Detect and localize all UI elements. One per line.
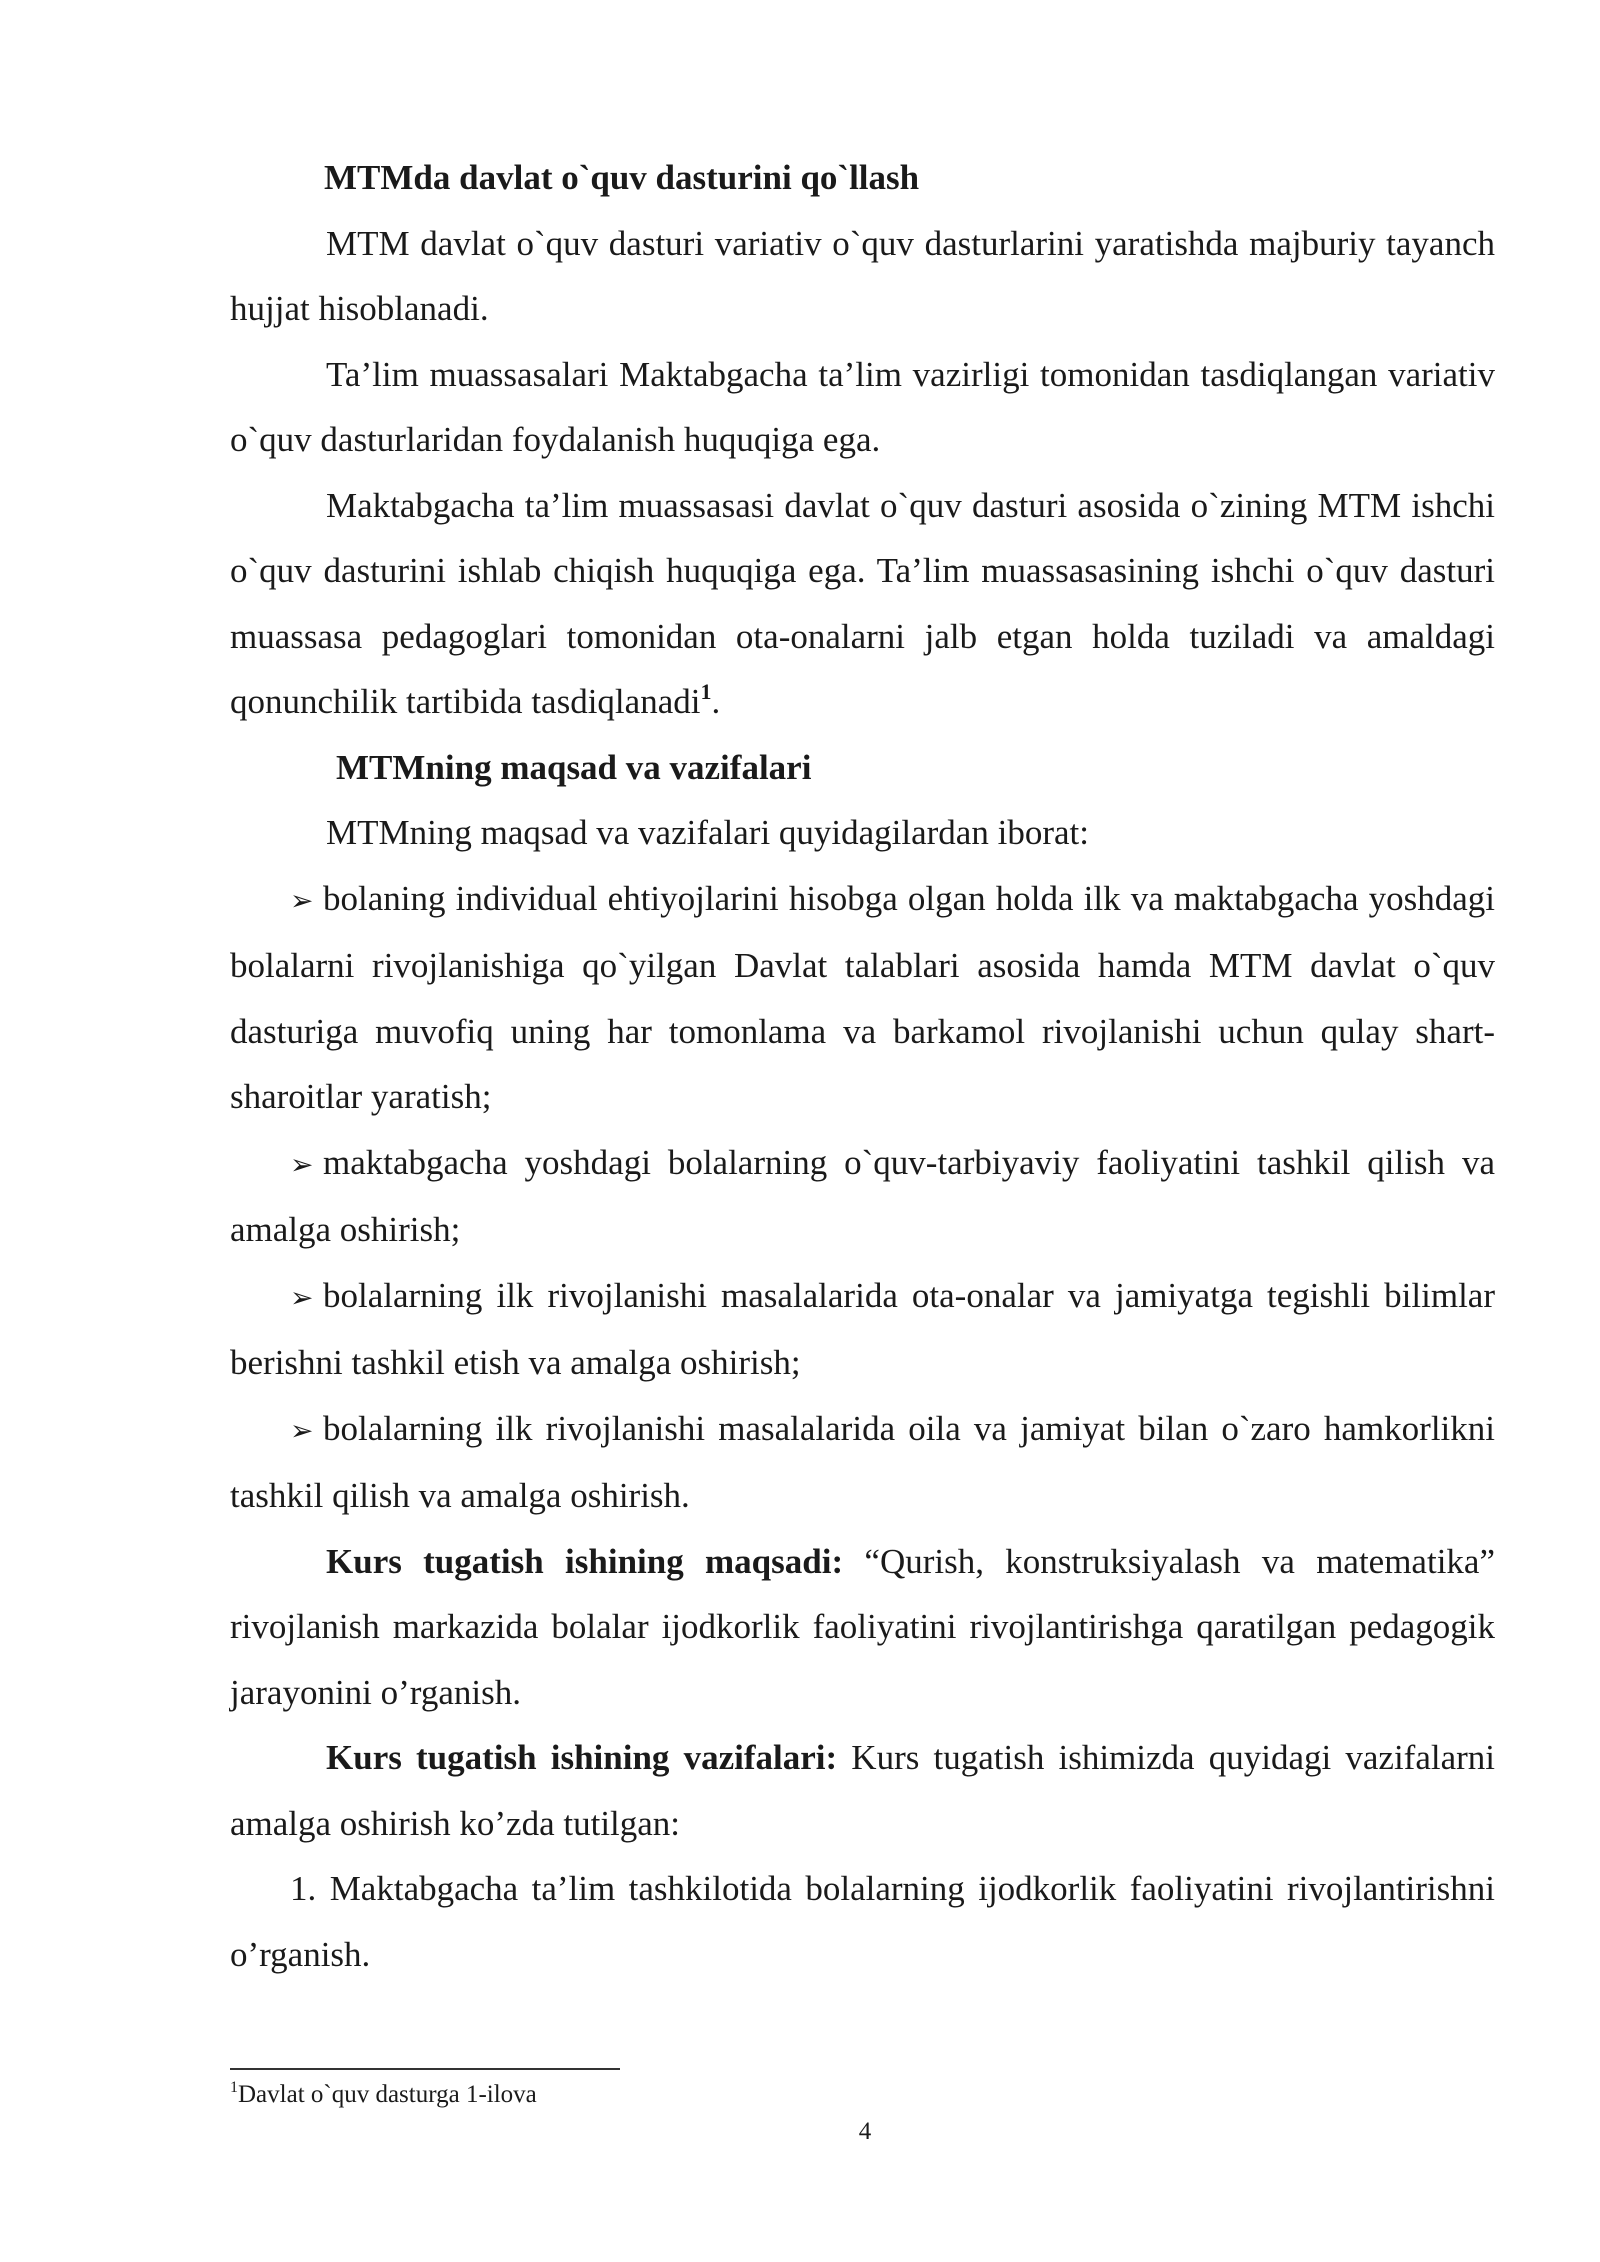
list-item-text: bolalarning ilk rivojlanishi masalalarida oila va jamiyat bilan o`zaro hamkorlikni tashkil qilish va amalga oshirish. <box>230 1408 1495 1515</box>
paragraph-with-footnote <box>230 473 1495 735</box>
footnote-reference[interactable]: 1 <box>700 679 712 704</box>
numbered-list-item <box>230 1856 1495 1987</box>
goal-paragraph <box>230 1529 1495 1726</box>
list-item-text: maktabgacha yoshdagi bolalarning o`quv-tarbiyaviy faoliyatini tashkil qilish va amalga oshirish; <box>230 1142 1495 1249</box>
bullet-list <box>230 866 1495 1529</box>
list-item <box>230 866 1495 1130</box>
paragraph: MTM davlat o`quv dasturi variativ o`quv dasturlarini yaratishda majburiy tayanch hujjat hisoblanadi. <box>230 223 1495 328</box>
page-number: 4 <box>858 2118 872 2145</box>
list-item-text: bolalarning ilk rivojlanishi masalalarida ota-onalar va jamiyatga tegishli bilimlar berishni tashkil etish va amalga oshirish; <box>230 1275 1495 1382</box>
arrow-bullet-icon: ➢ <box>290 883 314 917</box>
footnote-separator <box>230 2068 620 2070</box>
list-item-text: Maktabgacha ta’lim tashkilotida bolalarning ijodkorlik faoliyatini rivojlantirishni o’rganish. <box>230 1869 1496 1974</box>
tasks-label: Kurs tugatish ishining vazifalari: <box>326 1738 838 1777</box>
arrow-bullet-icon: ➢ <box>290 1413 314 1447</box>
list-item-text: bolaning individual ehtiyojlarini hisobga olgan holda ilk va maktabgacha yoshdagi bolalarni rivojlanishiga qo`yilgan Davlat talablari asosida hamda MTM davlat o`quv dasturiga muvofiq uning har tomonlama va barkamol rivojlanishi uchun qulay shart-sharoitlar yaratish; <box>230 878 1495 1116</box>
footnote-text: Davlat o`quv dasturga 1-ilova <box>238 2081 537 2108</box>
arrow-bullet-icon: ➢ <box>290 1147 314 1181</box>
list-number: 1. <box>290 1869 317 1908</box>
paragraph: MTMning maqsad va vazifalari quyidagilardan iborat: <box>326 813 1089 852</box>
tasks-paragraph <box>230 1725 1495 1856</box>
section-heading-goals: MTMning maqsad va vazifalari <box>336 747 812 787</box>
list-item <box>230 1263 1495 1396</box>
footnote <box>230 2080 537 2110</box>
list-item <box>230 1130 1495 1263</box>
arrow-bullet-icon: ➢ <box>290 1280 314 1314</box>
goal-label: Kurs tugatish ishining maqsadi: <box>326 1541 844 1581</box>
footnote-mark: 1 <box>230 2079 238 2096</box>
goal-text: “Qurish, konstruksiyalash va matematika” rivojlanish markazida bolalar ijodkorlik faoliyatini rivojlantirishga qaratilgan pedagogik jarayonini o’rganish. <box>230 1541 1495 1712</box>
tasks-text: Kurs tugatish ishimizda quyidagi vazifalarni amalga oshirish ko’zda tutilgan: <box>230 1738 1495 1843</box>
paragraph-end: . <box>711 682 721 721</box>
document-page <box>230 145 1495 1987</box>
list-item <box>230 1396 1495 1529</box>
paragraph-text: Maktabgacha ta’lim muassasasi davlat o`quv dasturi asosida o`zining MTM ishchi o`quv dasturini ishlab chiqish huquqiga ega. Ta’lim muassasasining ishchi o`quv dasturi muassasa pedagoglari tomonidan ota-onalarni jalb etgan holda tuziladi va amaldagi qonunchilik tartibida tasdiqlanadi <box>230 485 1495 721</box>
section-heading-application: MTMda davlat o`quv dasturini qo`llash <box>324 158 920 197</box>
paragraph: Ta’lim muassasalari Maktabgacha ta’lim vazirligi tomonidan tasdiqlangan variativ o`quv dasturlaridan foydalanish huquqiga ega. <box>230 354 1495 459</box>
